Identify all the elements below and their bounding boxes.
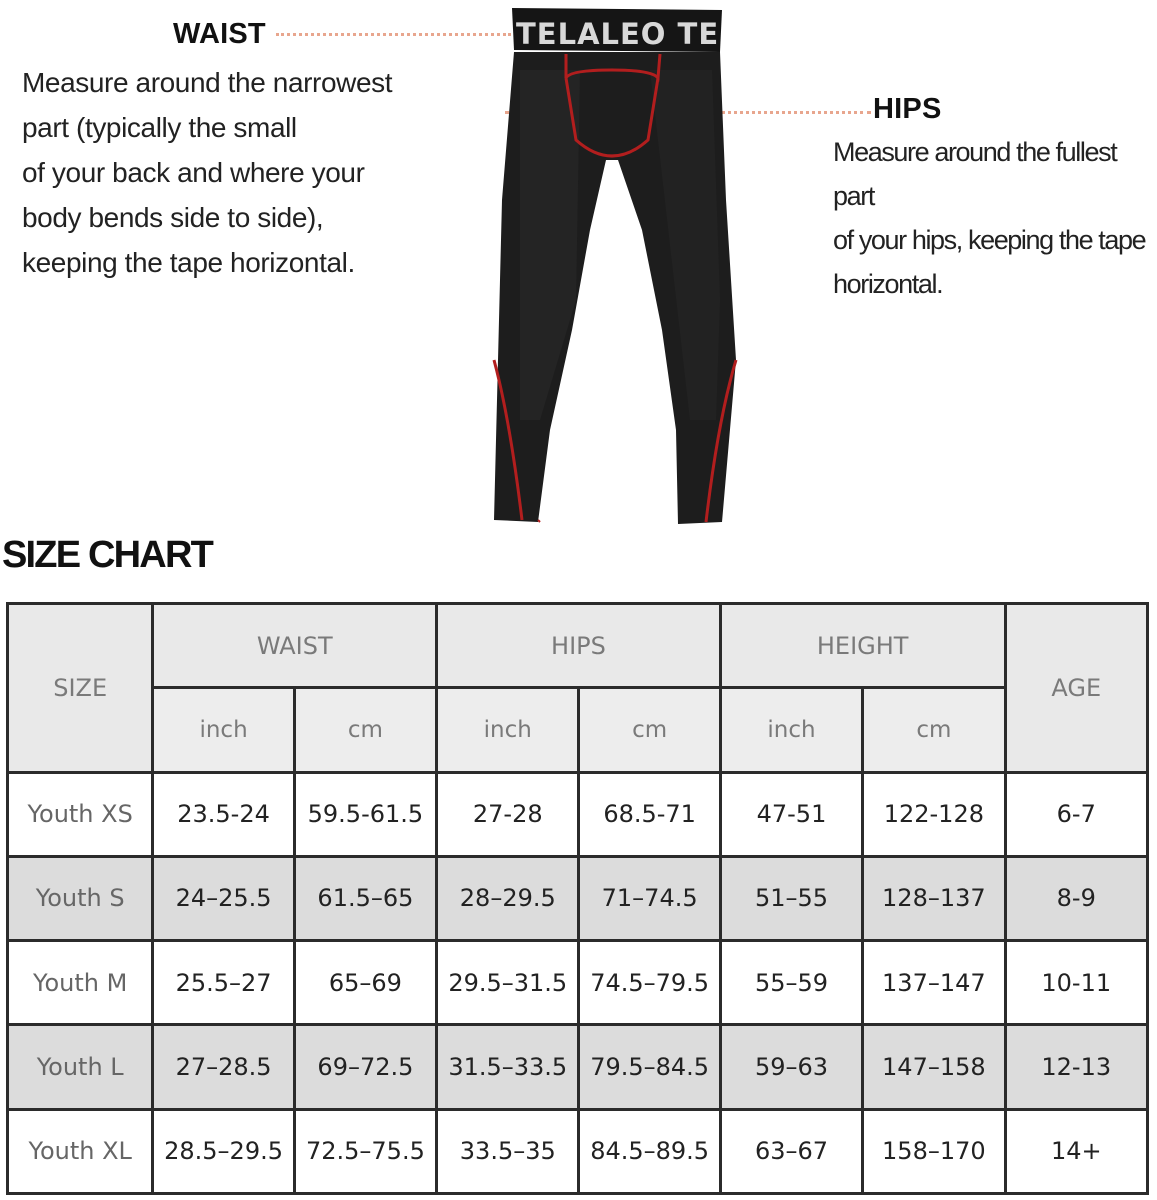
size-chart-table	[6, 602, 1149, 1195]
height-cm-cell: 147–158	[863, 1025, 1005, 1109]
hips-inch-cell: 33.5–35	[437, 1109, 579, 1193]
height-inch-cell: 63–67	[720, 1109, 862, 1193]
age-cell: 6-7	[1005, 772, 1147, 856]
hips-title: HIPS	[873, 93, 942, 125]
size-cell: Youth XL	[8, 1109, 153, 1193]
waist-inch-cell: 24–25.5	[153, 856, 294, 940]
unit-header: cm	[294, 688, 436, 772]
waist-title: WAIST	[173, 18, 266, 50]
table-row	[8, 1109, 1148, 1193]
waist-cm-cell: 69–72.5	[294, 1025, 436, 1109]
hips-cm-cell: 68.5-71	[579, 772, 720, 856]
size-cell: Youth M	[8, 941, 153, 1025]
hips-cm-cell: 84.5–89.5	[579, 1109, 720, 1193]
hips-cm-cell: 74.5–79.5	[579, 941, 720, 1025]
height-cm-cell: 158–170	[863, 1109, 1005, 1193]
unit-header: cm	[863, 688, 1005, 772]
height-inch-cell: 47-51	[720, 772, 862, 856]
height-cm-cell: 122-128	[863, 772, 1005, 856]
hips-cm-cell: 79.5–84.5	[579, 1025, 720, 1109]
height-cm-cell: 128–137	[863, 856, 1005, 940]
unit-header: inch	[720, 688, 862, 772]
waist-cm-cell: 59.5-61.5	[294, 772, 436, 856]
hips-inch-cell: 29.5–31.5	[437, 941, 579, 1025]
waist-group-header: WAIST	[153, 604, 437, 688]
age-cell: 12-13	[1005, 1025, 1147, 1109]
waist-inch-cell: 28.5–29.5	[153, 1109, 294, 1193]
waist-cm-cell: 72.5–75.5	[294, 1109, 436, 1193]
waist-inch-cell: 27–28.5	[153, 1025, 294, 1109]
waist-instructions	[22, 60, 452, 285]
table-row	[8, 1025, 1148, 1109]
compression-pants-image	[480, 0, 740, 528]
size-cell: Youth S	[8, 856, 153, 940]
unit-header: inch	[153, 688, 294, 772]
hips-cm-cell: 71–74.5	[579, 856, 720, 940]
hips-instruction-line: of your hips, keeping the tape	[833, 225, 1146, 255]
age-cell: 10-11	[1005, 941, 1147, 1025]
waistband-logo-text: TELALEO TE	[516, 17, 720, 51]
waist-cm-cell: 61.5–65	[294, 856, 436, 940]
hips-instruction-line: Measure around the fullest part	[833, 137, 1117, 211]
unit-header: cm	[579, 688, 720, 772]
hips-inch-cell: 31.5–33.5	[437, 1025, 579, 1109]
size-chart-heading: SIZE CHART	[2, 534, 213, 576]
waist-instruction-line: of your back and where your	[22, 157, 365, 188]
waist-cm-cell: 65–69	[294, 941, 436, 1025]
waist-instruction-line: body bends side to side),	[22, 202, 324, 233]
table-row	[8, 772, 1148, 856]
age-cell: 14+	[1005, 1109, 1147, 1193]
height-group-header: HEIGHT	[720, 604, 1005, 688]
height-inch-cell: 59–63	[720, 1025, 862, 1109]
hips-inch-cell: 27-28	[437, 772, 579, 856]
table-row	[8, 856, 1148, 940]
waist-instruction-line: keeping the tape horizontal.	[22, 247, 355, 278]
hips-group-header: HIPS	[437, 604, 721, 688]
waist-guide-dotted-line	[276, 33, 511, 36]
waist-inch-cell: 23.5-24	[153, 772, 294, 856]
height-inch-cell: 51–55	[720, 856, 862, 940]
age-header: AGE	[1005, 604, 1147, 773]
size-header: SIZE	[8, 604, 153, 773]
height-cm-cell: 137–147	[863, 941, 1005, 1025]
size-cell: Youth L	[8, 1025, 153, 1109]
table-row	[8, 941, 1148, 1025]
waist-instruction-line: Measure around the narrowest	[22, 67, 393, 98]
height-inch-cell: 55–59	[720, 941, 862, 1025]
size-cell: Youth XS	[8, 772, 153, 856]
hips-inch-cell: 28–29.5	[437, 856, 579, 940]
waist-instruction-line: part (typically the small	[22, 112, 297, 143]
waist-inch-cell: 25.5–27	[153, 941, 294, 1025]
unit-header: inch	[437, 688, 579, 772]
hips-instruction-line: horizontal.	[833, 269, 943, 299]
hips-instructions	[833, 130, 1157, 306]
age-cell: 8-9	[1005, 856, 1147, 940]
